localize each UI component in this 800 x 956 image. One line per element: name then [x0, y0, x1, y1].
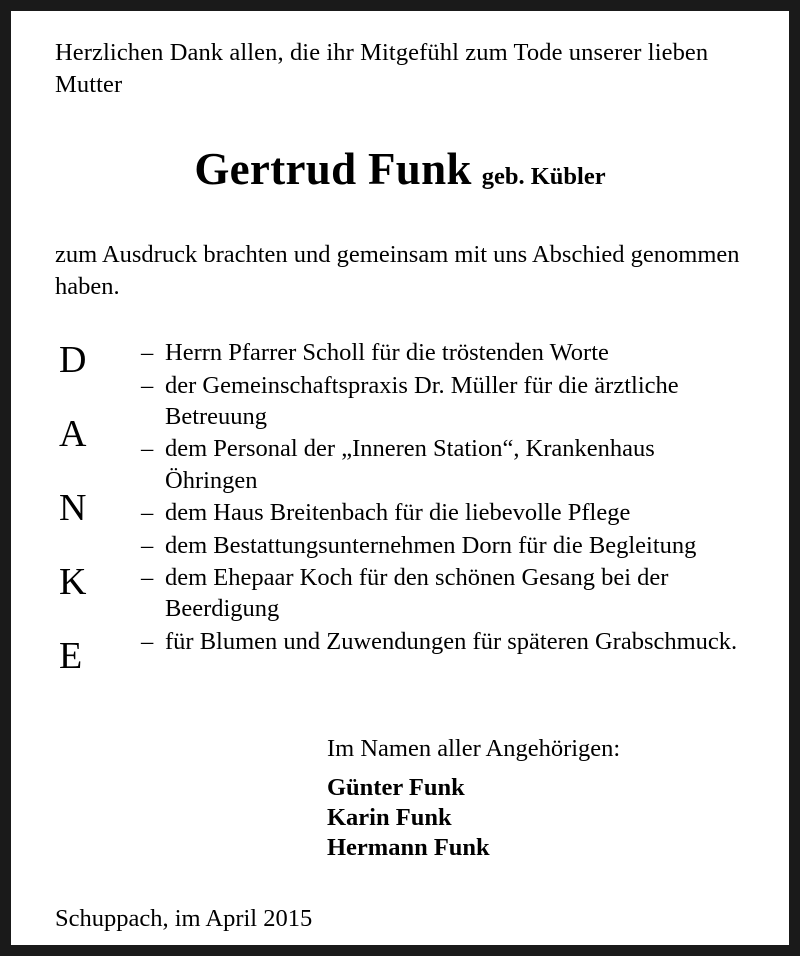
- danke-acrostic: [55, 337, 141, 711]
- dash-bullet: –: [141, 435, 154, 463]
- after-name-paragraph: zum Ausdruck brachten und gemeinsam mit uns Abschied genommen haben.: [55, 240, 740, 301]
- list-item-label: dem Ehepaar Koch für den schönen Gesang bei der Beerdigung: [165, 563, 669, 623]
- dash-bullet: –: [141, 531, 154, 559]
- thanks-section: [55, 337, 745, 711]
- list-item-label: der Gemeinschaftspraxis Dr. Müller für die ärztliche Betreuung: [165, 371, 679, 431]
- place-and-date: Schuppach, im April 2015: [55, 904, 313, 932]
- list-item-label: für Blumen und Zuwendungen für späteren Grabschmuck.: [165, 627, 738, 655]
- list-item-label: Herrn Pfarrer Scholl für die tröstenden Worte: [165, 339, 609, 367]
- family-section: [55, 735, 745, 863]
- danke-letter: D: [59, 339, 87, 382]
- deceased-name-block: [55, 143, 745, 195]
- deceased-name: Gertrud Funk: [194, 143, 472, 194]
- dash-bullet: –: [141, 563, 154, 591]
- thanks-list: [141, 337, 745, 711]
- list-item-label: dem Bestattungsunternehmen Dorn für die Begleitung: [165, 531, 697, 559]
- deceased-maiden-name: geb. Kübler: [481, 162, 606, 190]
- family-member-name: Karin Funk: [327, 804, 452, 832]
- family-member-name: Hermann Funk: [327, 834, 490, 862]
- list-item: [141, 497, 745, 528]
- family-heading: Im Namen aller Angehörigen:: [327, 735, 621, 763]
- list-item: [141, 337, 745, 368]
- dash-bullet: –: [141, 499, 154, 527]
- danke-letter: K: [59, 561, 87, 604]
- list-item: [141, 370, 745, 433]
- danke-letter: N: [59, 487, 87, 530]
- family-member-name: Günter Funk: [327, 774, 465, 802]
- list-item-label: dem Haus Breitenbach für die liebevolle Pflege: [165, 499, 631, 527]
- list-item: [141, 433, 745, 496]
- dash-bullet: –: [141, 371, 154, 399]
- dash-bullet: –: [141, 627, 154, 655]
- danke-letter: A: [59, 413, 87, 456]
- dash-bullet: –: [141, 339, 154, 367]
- intro-paragraph: Herzlichen Dank allen, die ihr Mitgefühl zum Tode unserer lieben Mutter: [55, 39, 709, 98]
- list-item-label: dem Personal der „Inneren Station“, Krankenhaus Öhringen: [165, 435, 655, 494]
- danke-letter: E: [59, 635, 83, 678]
- list-item: [141, 530, 745, 561]
- list-item: [141, 562, 745, 625]
- list-item: [141, 626, 745, 657]
